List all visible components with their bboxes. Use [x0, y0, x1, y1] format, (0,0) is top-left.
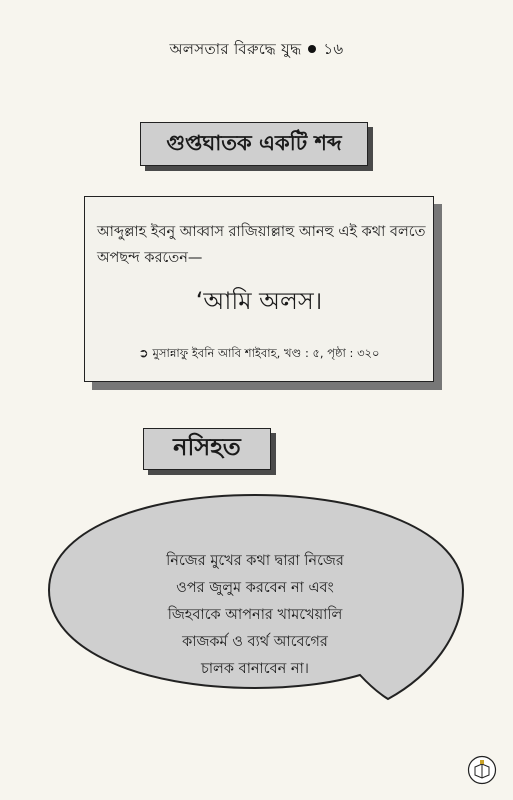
advice-line: ওপর জুলুম করবেন না এবং — [176, 580, 334, 596]
publisher-logo-icon — [467, 755, 497, 785]
quote-text: আব্দুল্লাহ ইবনু আব্বাস রাজিয়াল্লাহু আনহু এই কথা বলতে অপছন্দ করতেন— — [97, 224, 426, 266]
section-heading-text: গুপ্তঘাতক একটি শব্দ — [166, 130, 342, 155]
advice-line: জিহবাকে আপনার খামখেয়ালি — [167, 607, 343, 623]
page-number: ১৬ — [323, 40, 344, 58]
section-heading-advice-text: নসিহত — [173, 433, 241, 461]
reference-icon: ➲ — [138, 346, 149, 360]
advice-line: চালক বানাবেন না। — [201, 661, 309, 677]
quote-highlight: ‘আমি অলস। — [195, 287, 323, 315]
advice-line: নিজের মুখের কথা দ্বারা নিজের — [166, 553, 344, 569]
advice-text — [120, 548, 390, 683]
book-title: অলসতার বিরুদ্ধে যুদ্ধ — [169, 40, 302, 58]
quote-source-text: মুসান্নাফু ইবনি আবি শাইবাহ, খণ্ড : ৫, পৃষ্ঠা : ৩২০ — [152, 346, 380, 360]
advice-line: কাজকর্ম ও ব্যর্থ আবেগের — [182, 634, 328, 650]
